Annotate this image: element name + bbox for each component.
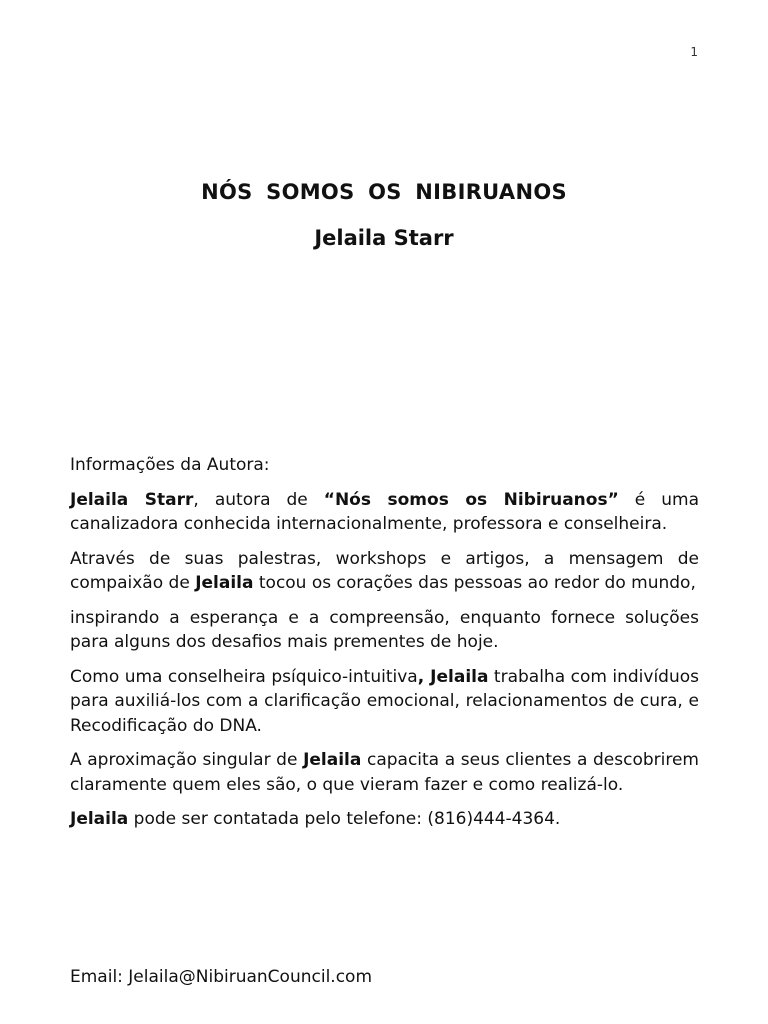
- paragraph-contact: [70, 807, 699, 832]
- paragraph-inspiring: inspirando a esperança e a compreensão, enquanto fornece soluções para alguns dos desafios mais prementes de hoje.: [70, 607, 699, 652]
- author-info-section: [70, 453, 699, 842]
- document-title: NÓS SOMOS OS NIBIRUANOS: [201, 180, 567, 204]
- page-number: 1: [690, 45, 698, 59]
- book-title-bold: “Nós somos os Nibiruanos”: [323, 489, 619, 510]
- paragraph-workshops: [70, 547, 699, 596]
- paragraph-text: capacita a seus clientes a descobrirem claramente quem eles são, o que vieram fazer e como realizá-lo.: [70, 750, 699, 795]
- paragraph-intro: [70, 488, 699, 537]
- author-name-bold: , Jelaila: [417, 666, 489, 687]
- paragraph-text: trabalha com indivíduos para auxiliá-los com a clarificação emocional, relacionamentos de cura, e Recodificação do DNA.: [70, 666, 699, 736]
- paragraph-text: Como uma conselheira psíquico-intuitiva: [70, 666, 418, 687]
- email-line: Email: Jelaila@NibiruanCouncil.com: [70, 967, 373, 987]
- paragraph-text: Através de suas palestras, workshops e artigos, a mensagem de compaixão de: [70, 548, 699, 593]
- phone-text: pode ser contatada pelo telefone: (816)444-4364.: [128, 809, 561, 829]
- author-name-bold: Jelaila: [195, 573, 254, 593]
- paragraph-counselor: [70, 665, 699, 739]
- author-name-bold: Jelaila Starr: [70, 489, 194, 510]
- author-name-bold: Jelaila: [70, 809, 129, 829]
- paragraph-approach: [70, 748, 699, 797]
- author-name-bold: Jelaila: [303, 750, 362, 770]
- paragraph-text: é uma canalizadora conhecida internacionalmente, professora e conselheira.: [70, 489, 699, 534]
- paragraph-text: , autora de: [193, 489, 324, 510]
- section-heading: Informações da Autora:: [70, 455, 270, 475]
- document-author: Jelaila Starr: [314, 226, 454, 250]
- paragraph-text: A aproximação singular de: [70, 750, 304, 770]
- paragraph-text: tocou os corações das pessoas ao redor do mundo,: [253, 573, 696, 593]
